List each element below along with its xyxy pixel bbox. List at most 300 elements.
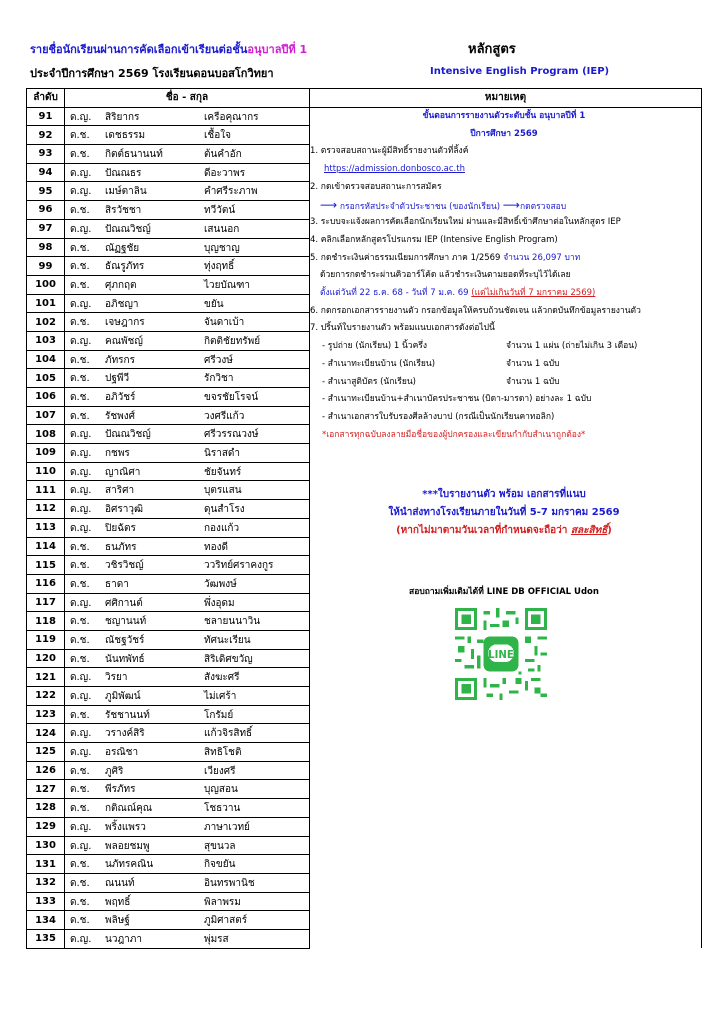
student-name-cell (65, 406, 310, 425)
notice-1: ***ใบรายงานตัว พร้อม เอกสารที่แนบ (422, 489, 586, 500)
name-prefix: ด.ญ. (70, 821, 92, 833)
name-prefix: ด.ญ. (70, 167, 92, 179)
first-name: วรางค์สิริ (105, 728, 145, 740)
table-row (27, 462, 702, 481)
doc-4: - สำเนาทะเบียนบ้าน+สำเนาบัตรประชาชน (บิดา-มารดา) อย่างละ 1 ฉบับ (322, 394, 592, 405)
student-name-cell (65, 257, 310, 276)
table-row (27, 612, 702, 631)
first-name: เดชธรรม (105, 130, 146, 142)
student-name-cell (65, 350, 310, 369)
first-name: ภัทรกร (105, 354, 135, 366)
doc-3: - สำเนาสูติบัตร (นักเรียน) (322, 376, 416, 387)
table-row (27, 761, 702, 780)
first-name: สาริศา (105, 485, 135, 497)
name-prefix: ด.ญ. (70, 485, 92, 497)
note-cell (310, 817, 702, 836)
doc-3-qty: จำนวน 1 ฉบับ (506, 376, 560, 387)
row-number: 117 (27, 593, 65, 612)
first-name: รัชชานนท์ (105, 709, 150, 721)
note-cell (310, 929, 702, 948)
first-name: พริ้งแพรว (105, 821, 146, 833)
first-name: เจษฎากร (105, 317, 145, 329)
last-name: บุญสอน (204, 784, 238, 796)
notes-year: ปีการศึกษา 2569 (470, 128, 538, 139)
last-name: รักวิชา (204, 373, 234, 385)
note-cell (310, 855, 702, 874)
row-number: 103 (27, 331, 65, 350)
note-cell (310, 444, 702, 463)
name-prefix: ด.ญ. (70, 298, 92, 310)
first-name: พีรภัทร (105, 784, 136, 796)
title-highlight: อนุบาลปีที่ 1 (247, 43, 308, 56)
row-number: 113 (27, 518, 65, 537)
last-name: วงศรีแก้ว (204, 410, 245, 422)
name-prefix: ด.ช. (70, 560, 90, 572)
step-2: 2. กดเข้าตรวจสอบสถานะการสมัคร (310, 181, 442, 192)
table-row (27, 780, 702, 799)
student-name-cell (65, 107, 310, 126)
name-prefix: ด.ญ. (70, 448, 92, 460)
first-name: ภูมิพัฒน์ (105, 691, 141, 702)
table-header-row (27, 89, 702, 108)
row-number: 127 (27, 780, 65, 799)
note-cell (310, 556, 702, 575)
student-name-cell (65, 500, 310, 519)
first-name: ธาดา (105, 578, 129, 590)
note-cell (310, 873, 702, 892)
first-name: ศุภกฤต (105, 279, 137, 291)
note-cell (310, 462, 702, 481)
row-number: 130 (27, 836, 65, 855)
row-number: 121 (27, 668, 65, 687)
last-name: เสนนอก (204, 223, 240, 235)
last-name: สิทธิโชติ (204, 747, 242, 759)
note-cell (310, 761, 702, 780)
table-row (27, 724, 702, 743)
name-prefix: ด.ช. (70, 279, 90, 291)
last-name: สุขนวล (204, 840, 236, 852)
student-name-cell (65, 929, 310, 948)
last-name: ศรีวงษ์ (204, 354, 233, 366)
first-name: นวฎาภา (105, 933, 142, 945)
name-prefix: ด.ช. (70, 859, 90, 871)
last-name: พุ่มรส (204, 933, 229, 945)
name-prefix: ด.ญ. (70, 429, 92, 441)
row-number: 108 (27, 425, 65, 444)
student-name-cell (65, 518, 310, 537)
name-prefix: ด.ช. (70, 149, 90, 161)
doc-5: - สำเนาเอกสารใบรับรองศีลล้างบาป (กรณีเป็นนักเรียนคาทอลิก) (322, 411, 555, 422)
col-header-note: หมายเหตุ (310, 89, 702, 108)
last-name: พึ่งอุดม (204, 597, 235, 609)
fee-amount: จำนวน 26,097 บาท (503, 252, 581, 263)
name-prefix: ด.ช. (70, 765, 90, 777)
row-number: 98 (27, 238, 65, 257)
name-prefix: ด.ญ. (70, 335, 92, 347)
row-number: 118 (27, 612, 65, 631)
first-name: วิรยา (105, 672, 128, 684)
name-prefix: ด.ช. (70, 803, 90, 815)
last-name: กิจขยัน (204, 859, 236, 871)
student-name-cell (65, 911, 310, 930)
last-name: บุญชาญ (204, 242, 240, 254)
row-number: 111 (27, 481, 65, 500)
name-prefix: ด.ช. (70, 877, 90, 889)
name-prefix: ด.ช. (70, 784, 90, 796)
right-arrow-icon: ⟶ (320, 197, 338, 212)
row-number: 124 (27, 724, 65, 743)
name-prefix: ด.ญ. (70, 672, 92, 684)
row-number: 96 (27, 201, 65, 220)
first-name: พลิษฐ์ (105, 915, 130, 927)
last-name: เครือคุณากร (204, 111, 259, 123)
name-prefix: ด.ญ. (70, 728, 92, 740)
name-prefix: ด.ช. (70, 541, 90, 553)
first-name: สิรวัชชา (105, 205, 142, 217)
row-number: 100 (27, 275, 65, 294)
first-name: กิตต์ธนานนท์ (105, 149, 163, 161)
student-name-cell (65, 238, 310, 257)
last-name: ภูมิศาสตร์ (204, 915, 248, 927)
last-name: ดุนสำโรง (204, 504, 245, 516)
row-number: 107 (27, 406, 65, 425)
student-name-cell (65, 444, 310, 463)
student-name-cell (65, 780, 310, 799)
row-number: 133 (27, 892, 65, 911)
notice-2: ให้นำส่งทางโรงเรียนภายในวันที่ 5-7 มกราคม 2569 (388, 507, 620, 518)
student-name-cell (65, 855, 310, 874)
last-name: โชธวาน (204, 803, 241, 815)
first-name: ณัชฐวัชร์ (105, 634, 145, 646)
note-cell (310, 705, 702, 724)
step-1: 1. ตรวจสอบสถานะผู้มีสิทธิ์รายงานตัวที่ลิ้งค์ (310, 146, 469, 157)
table-row (27, 911, 702, 930)
row-number: 116 (27, 574, 65, 593)
name-prefix: ด.ช. (70, 915, 90, 927)
first-name: ปัณณวิชญ์ (105, 429, 151, 441)
table-row (27, 630, 702, 649)
first-name: รัชพงศ์ (105, 410, 135, 422)
student-name-cell (65, 556, 310, 575)
row-number: 129 (27, 817, 65, 836)
row-number: 102 (27, 313, 65, 332)
step-4: 4. คลิกเลือกหลักสูตรโปรแกรม IEP (Intensive English Program) (310, 234, 558, 245)
student-name-cell (65, 836, 310, 855)
first-name: ภูศิริ (105, 765, 124, 777)
row-number: 115 (27, 556, 65, 575)
name-prefix: ด.ช. (70, 896, 90, 908)
payment-period: ตั้งแต่วันที่ 22 ธ.ค. 68 - วันที่ 7 ม.ค. 69 (320, 288, 469, 298)
admission-link[interactable]: https://admission.donbosco.ac.th (324, 164, 465, 175)
name-prefix: ด.ช. (70, 709, 90, 721)
name-prefix: ด.ญ. (70, 466, 92, 478)
doc-note: *เอกสารทุกฉบับลงลายมือชื่อของผู้ปกครองและเขียนกำกับสำเนาถูกต้อง* (322, 429, 586, 440)
student-name-cell (65, 630, 310, 649)
first-name: ศศิกานต์ (105, 597, 143, 609)
student-name-cell (65, 294, 310, 313)
step-2-sub-b: กดตรวจสอบ (519, 201, 567, 212)
last-name: เวียงศรี (204, 765, 236, 777)
last-name: ชัยจันทร์ (204, 466, 242, 478)
row-number: 123 (27, 705, 65, 724)
last-name: นิราสดำ (204, 448, 241, 460)
table-row (27, 556, 702, 575)
name-prefix: ด.ญ. (70, 186, 92, 198)
first-name: ธนภัทร (105, 541, 137, 553)
student-name-cell (65, 126, 310, 145)
first-name: กติณณ์คุณ (105, 803, 153, 815)
student-name-cell (65, 687, 310, 706)
name-prefix: ด.ญ. (70, 223, 92, 235)
col-header-name: ชื่อ - สกุล (65, 89, 310, 108)
first-name: ณนนท์ (105, 877, 135, 889)
first-name: กชพร (105, 448, 130, 460)
last-name: ภาษาเวทย์ (204, 821, 250, 833)
last-name: กองแก้ว (204, 522, 240, 534)
name-prefix: ด.ญ. (70, 504, 92, 516)
row-number: 126 (27, 761, 65, 780)
last-name: ทุ่งฤทธิ์ (204, 261, 235, 273)
row-number: 132 (27, 873, 65, 892)
row-number: 109 (27, 444, 65, 463)
row-number: 105 (27, 369, 65, 388)
first-name: พฤทธิ์ (105, 896, 131, 908)
table-row (27, 817, 702, 836)
student-name-cell (65, 817, 310, 836)
last-name: ววริทย์ศราคงกูร (204, 560, 274, 572)
first-name: ปัณณธร (105, 167, 142, 179)
name-prefix: ด.ช. (70, 653, 90, 665)
name-prefix: ด.ญ. (70, 840, 92, 852)
notes-heading: ขั้นตอนการรายงานตัวระดับชั้น อนุบาลปีที่ 1 (422, 111, 586, 121)
student-name-cell (65, 649, 310, 668)
first-name: ปัณณวิชญ์ (105, 223, 151, 235)
student-name-cell (65, 388, 310, 407)
last-name: บุตรแสน (204, 485, 242, 497)
step-3: 3. ระบบจะแจ้งผลการคัดเลือกนักเรียนใหม่ ผ่านและมีสิทธิ์เข้าศึกษาต่อในหลักสูตร IEP (310, 217, 621, 228)
last-name: เชื้อใจ (204, 130, 231, 142)
student-name-cell (65, 593, 310, 612)
note-cell (310, 724, 702, 743)
note-cell (310, 780, 702, 799)
first-name: ชญานนท์ (105, 616, 147, 628)
name-prefix: ด.ญ. (70, 597, 92, 609)
first-name: พลอยชมพู (105, 840, 150, 852)
last-name: ทองดี (204, 541, 228, 553)
last-name: อินทรพานิช (204, 877, 255, 889)
step-5-line3 (320, 285, 595, 303)
last-name: พิลาพรม (204, 896, 241, 908)
name-prefix: ด.ช. (70, 354, 90, 366)
name-prefix: ด.ช. (70, 205, 90, 217)
student-name-cell (65, 892, 310, 911)
student-name-cell (65, 574, 310, 593)
student-name-cell (65, 761, 310, 780)
right-arrow-icon: ⟶ (502, 197, 520, 212)
last-name: โกรัมย์ (204, 709, 234, 721)
last-name: ชลายนนาวิน (204, 616, 261, 628)
first-name: สิริยากร (105, 111, 140, 123)
step-5 (310, 250, 580, 268)
last-name: ทวีวัตน์ (204, 205, 236, 217)
row-number: 101 (27, 294, 65, 313)
row-number: 97 (27, 219, 65, 238)
last-name: วัฒพงษ์ (204, 578, 237, 590)
name-prefix: ด.ช. (70, 634, 90, 646)
last-name: ขยัน (204, 298, 224, 310)
step-2-sub-a: กรอกรหัสประจำตัวประชาชน (ของนักเรียน) (339, 201, 501, 212)
line-contact: สอบถามเพิ่มเติมได้ที่ LINE DB OFFICIAL Udon (409, 587, 599, 597)
note-cell (310, 911, 702, 930)
name-prefix: ด.ช. (70, 392, 90, 403)
first-name: วชิรวิชญ์ (105, 560, 144, 572)
page-title (30, 40, 307, 58)
notice-3-c: ) (607, 525, 612, 536)
row-number: 120 (27, 649, 65, 668)
row-number: 110 (27, 462, 65, 481)
first-name: ปิยฉัตร (105, 522, 136, 534)
name-prefix: ด.ญ. (70, 747, 92, 759)
notice-3-a: (หากไม่มาตามวันเวลาที่กำหนดจะถือว่า (396, 525, 571, 536)
last-name: สังฆะศรี (204, 672, 240, 684)
first-name: อิศราวุฒิ (105, 504, 143, 516)
last-name: จันดาเบ้า (204, 317, 245, 329)
row-number: 114 (27, 537, 65, 556)
name-prefix: ด.ญ. (70, 691, 92, 702)
note-cell (310, 743, 702, 762)
last-name: ไม่เศร้า (204, 691, 237, 702)
row-number: 128 (27, 799, 65, 818)
row-number: 92 (27, 126, 65, 145)
row-number: 119 (27, 630, 65, 649)
first-name: นภัทรคณิน (105, 859, 154, 871)
note-cell (310, 892, 702, 911)
last-name: คำศรีระภาพ (204, 186, 258, 198)
table-row (27, 929, 702, 948)
student-name-cell (65, 612, 310, 631)
step-5-a: 5. กดชำระเงินค่าธรรมเนียมการศึกษา ภาค 1/2569 (310, 252, 501, 263)
student-name-cell (65, 163, 310, 182)
first-name: เมษ์ตาลิน (105, 186, 147, 198)
student-name-cell (65, 462, 310, 481)
table-row (27, 687, 702, 706)
payment-deadline: (แต่ไม่เกินวันที่ 7 มกราคม 2569) (471, 288, 596, 298)
step-7: 7. ปริ้นท์ใบรายงานตัว พร้อมแนบเอกสารดังต่อไปนี้ (310, 323, 495, 334)
last-name: ไวยบัณฑา (204, 279, 251, 291)
row-number: 122 (27, 687, 65, 706)
last-name: สิริเดิศขวัญ (204, 653, 253, 665)
table-row (27, 836, 702, 855)
student-name-cell (65, 331, 310, 350)
table-row (27, 743, 702, 762)
row-number: 112 (27, 500, 65, 519)
last-name: ต้นคำอัก (204, 149, 242, 161)
name-prefix: ด.ช. (70, 130, 90, 142)
name-prefix: ด.ช. (70, 616, 90, 628)
name-prefix: ด.ช. (70, 373, 90, 385)
first-name: ธัณรูภัทร (105, 261, 145, 273)
row-number: 93 (27, 145, 65, 164)
table-row (27, 668, 702, 687)
name-prefix: ด.ช. (70, 317, 90, 329)
first-name: ณัฏฐชัย (105, 242, 140, 254)
student-name-cell (65, 799, 310, 818)
qr-label: LINE (488, 650, 514, 662)
step-5-line2: ด้วยการกดชำระผ่านคิวอาร์โค้ด แล้วชำระเงินตามยอดที่ระบุไว้ได้เลย (320, 270, 571, 281)
table-row (27, 873, 702, 892)
name-prefix: ด.ญ. (70, 111, 92, 123)
first-name: ปฐพีวี (105, 373, 130, 385)
name-prefix: ด.ช. (70, 410, 90, 422)
row-number: 104 (27, 350, 65, 369)
row-number: 125 (27, 743, 65, 762)
table-row (27, 537, 702, 556)
student-name-cell (65, 369, 310, 388)
table-row (27, 649, 702, 668)
note-cell (310, 836, 702, 855)
row-number: 106 (27, 388, 65, 407)
student-name-cell (65, 537, 310, 556)
student-name-cell (65, 481, 310, 500)
line-qr-code-icon[interactable] (455, 608, 547, 700)
student-name-cell (65, 743, 310, 762)
last-name: ขจรชัยโรจน์ (204, 392, 259, 403)
table-row (27, 799, 702, 818)
page-subtitle: ประจำปีการศึกษา 2569 โรงเรียนดอนบอสโกวิทยา (30, 67, 274, 80)
student-name-cell (65, 313, 310, 332)
student-name-cell (65, 219, 310, 238)
name-prefix: ด.ญ. (70, 933, 92, 945)
first-name: นันทพัทธ์ (105, 653, 145, 665)
note-cell (310, 799, 702, 818)
last-name: ศรีวรรณวงษ์ (204, 429, 259, 441)
curriculum-label: หลักสูตร (468, 42, 516, 57)
student-name-cell (65, 425, 310, 444)
title-text: รายชื่อนักเรียนผ่านการคัดเลือกเข้าเรียนต่อชั้น (30, 43, 248, 56)
first-name: อภิวัชร์ (105, 392, 136, 403)
student-name-cell (65, 668, 310, 687)
name-prefix: ด.ช. (70, 261, 90, 273)
student-name-cell (65, 705, 310, 724)
row-number: 135 (27, 929, 65, 948)
student-name-cell (65, 182, 310, 201)
name-prefix: ด.ญ. (70, 522, 92, 534)
table-row (27, 705, 702, 724)
row-number: 99 (27, 257, 65, 276)
first-name: อภิชญา (105, 298, 139, 310)
last-name: ดีอะวาพร (204, 167, 246, 179)
col-header-no: ลำดับ (27, 89, 65, 108)
row-number: 134 (27, 911, 65, 930)
name-prefix: ด.ช. (70, 242, 90, 254)
table-row (27, 892, 702, 911)
forfeit-text: สละสิทธิ์ (570, 525, 608, 536)
curriculum-name: Intensive English Program (IEP) (430, 66, 610, 77)
row-number: 91 (27, 107, 65, 126)
last-name: ทัศนะเรียน (204, 634, 251, 646)
doc-1-qty: จำนวน 1 แผ่น (ถ่ายไม่เกิน 3 เดือน) (506, 341, 638, 352)
student-name-cell (65, 201, 310, 220)
table-row (27, 855, 702, 874)
row-number: 131 (27, 855, 65, 874)
step-6: 6. กดกรอกเอกสารรายงานตัว กรอกข้อมูลให้ครบถ้วนชัดเจน แล้วกดบันทึกข้อมูลรายงานตัว (310, 305, 641, 316)
doc-2: - สำเนาทะเบียนบ้าน (นักเรียน) (322, 358, 436, 369)
row-number: 95 (27, 182, 65, 201)
notice-3 (310, 522, 698, 540)
doc-1: - รูปถ่าย (นักเรียน) 1 นิ้วครึ่ง (322, 341, 427, 352)
student-name-cell (65, 145, 310, 164)
first-name: คณพัชญ์ (105, 335, 143, 347)
